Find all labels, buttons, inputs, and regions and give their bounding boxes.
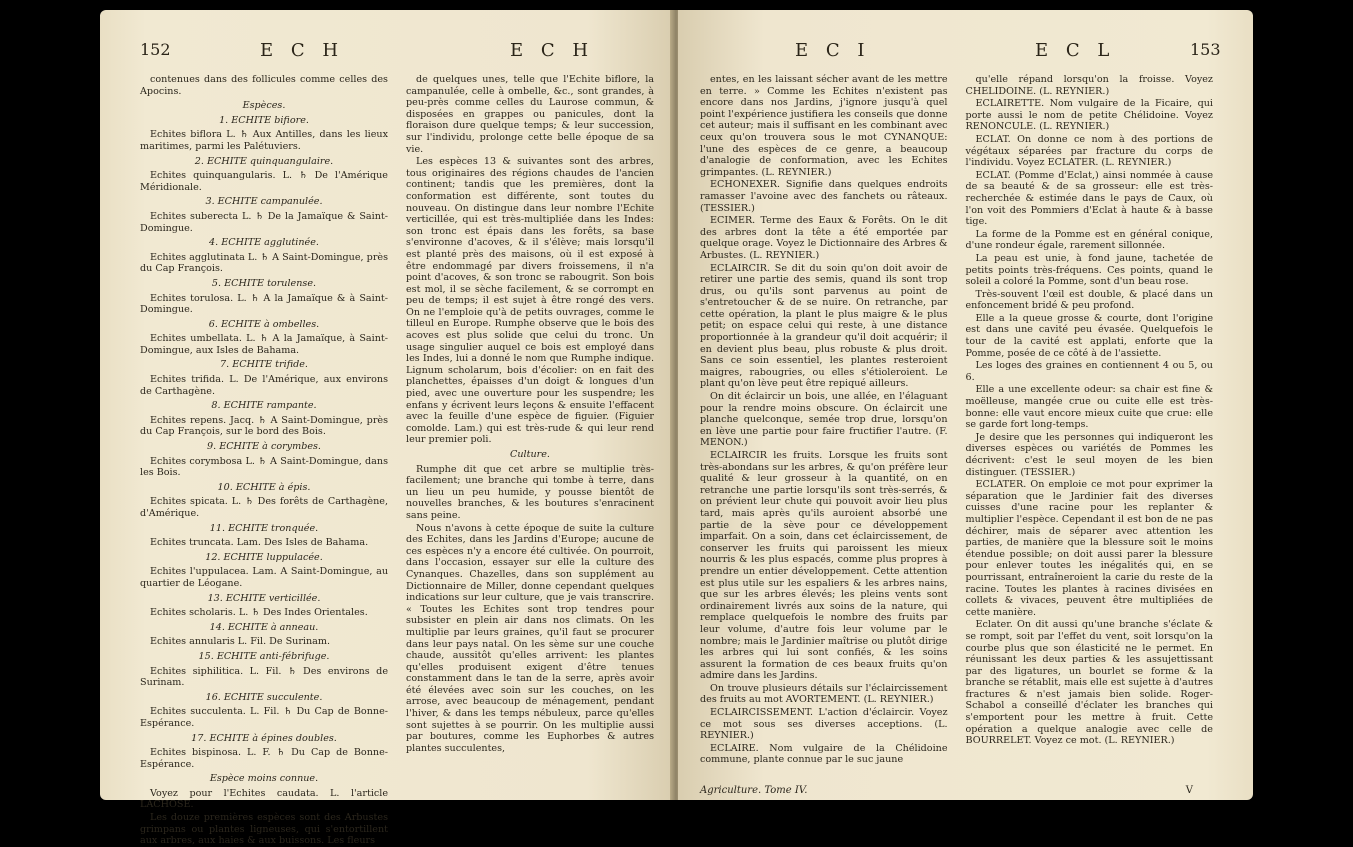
paragraph: Echites scholaris. L. ♄ Des Indes Orientales. [150,607,368,619]
paragraph: Echites l'uppulacea. Lam. A Saint-Domingue, au quartier de Léogane. [140,566,388,589]
paragraph: Les espèces 13 & suivantes sont des arbres, tous originaires des régions chaudes de l'ancien continent; tandis que les premières, dont la conformation est différente, sont toutes du nouveau. On distingue dans leur nombre l'Echite verticillée, qui est très-multipliée dans les Indes: son tronc est épais dans les forêts, sa base s'environne d'acoves, & il s'élève; mais lorsqu'il est planté près des maisons, où il est exposé à être endommagé par divers froissemens, il n'a point d'acoves, & son tronc se rabougrit. Son bois est mol, il se sèche facilement, & se corrompt en peu de temps; il est sujet à être rongé des vers. On ne l'emploie qu'à de petits ouvrages, comme le tilleul en Europe. Rumphe observe que le bois des acoves est plus solide que celui du tronc. Un usage singulier auquel ce bois est employé dans les Indes, lui a donné le nom que Rumphe indique. Lignum scholarum, bois d'écolier: on en fait des planchettes, épaisses d'un doigt & longues d'un pied, avec une ouverture pour les suspendre; les enfans y écrivent leurs leçons & ensuite l'effacent avec la feuille d'une espèce de figuier. (Figuier comolde. Lam.) qui est très-rude & qui leur rend leur premier poli. [406,156,654,446]
paragraph: de quelques unes, telle que l'Echite biflore, la campanulée, celle à ombelle, &c., sont grandes, à peu-près comme celles du Laurose commun, & disposées en grappes ou panicules, dont la floraison dure quelque temps; & leur succession, sur l'individu, prolonge cette belle époque de sa vie. [406,74,654,155]
paragraph: Eclater. On dit aussi qu'une branche s'éclate & se rompt, soit par l'effet du vent, soit lorsqu'on la courbe plus que son élasticité ne le permet. En réunissant les deux parties & les assujettissant par des ligatures, un bourlet se forme & la branche se rétablit, mais elle est sujette à d'autres fractures & n'est jamais bien solide. Roger-Schabol a conseillé d'éclater les branches qui s'emportent pour les mettre à fruit. Cette opération a quelque analogie avec celle de BOURRELET. Voyez ce mot. (L. REYNIER.) [965,619,1213,747]
paragraph: Espèces. [242,100,286,112]
paragraph: 3. ECHITE campanulée. [205,196,323,208]
paragraph: Echites spicata. L. ♄ Des forêts de Carthagène, d'Amérique. [140,496,388,519]
paragraph: 7. ECHITE trifide. [220,359,308,371]
right-page-header [700,40,1221,74]
paragraph: La forme de la Pomme est en général conique, d'une rondeur égale, rarement sillonnée. [965,228,1213,252]
left-column-1 [140,74,388,847]
paragraph: Echites biflora L. ♄ Aux Antilles, dans les lieux maritimes, parmi les Palétuviers. [140,129,388,152]
paragraph: 1. ECHITE bifiore. [219,114,309,126]
paragraph: ECIMER. Terme des Eaux & Forêts. On le dit des arbres dont la tête a été emportée par quelque orage. Voyez le Dictionnaire des Arbres & Arbustes. (L. REYNIER.) [700,215,948,261]
left-page-header [140,40,654,74]
paragraph: ECLAIRETTE. Nom vulgaire de la Ficaire, qui porte aussi le nom de petite Chélidoine. Voyez RENONCULE. (L. REYNIER.) [965,98,1213,133]
paragraph: Echites annularis L. Fil. De Surinam. [150,636,331,648]
paragraph: Echites succulenta. L. Fil. ♄ Du Cap de Bonne-Espérance. [140,706,388,729]
paragraph: 10. ECHITE à épis. [217,481,311,493]
paragraph: Les douze premières espèces sont des Arbustes grimpans ou plantes ligneuses, qui s'entortillent aux arbres, aux haies & aux buissons. Les fleurs [140,812,388,847]
right-header-word-2: E C L [1035,40,1116,61]
right-header-word-1: E C I [795,40,871,61]
paragraph: ECHONEXER. Signifie dans quelques endroits ramasser l'avoine avec des fanchets ou râteaux. (TESSIER.) [700,179,948,214]
paragraph: ECLAIRCIR. Se dit du soin qu'on doit avoir de retirer une partie des semis, quand ils sont trop drus, ou qu'ils sont parvenus au point de s'entretoucher & de se nuire. On retranche, par cette opération, la plant le plus maigre & le plus petit; on espace celui qui reste, à une distance proportionnée à la grandeur qu'il doit acquérir; il en devient plus beau, plus robuste & plus droit. Sans ce soin essentiel, les plantes resteroient maigres, rabougries, ou elles s'étioleroient. Le plant qu'on lève peut être repiqué ailleurs. [700,262,948,390]
paragraph: 12. ECHITE luppulacée. [205,551,323,563]
left-header-word-2: E C H [510,40,595,61]
paragraph: contenues dans des follicules comme celles des Apocins. [140,74,388,97]
left-page-number: 152 [140,40,171,59]
paragraph: Rumphe dit que cet arbre se multiplie très-facilement; une branche qui tombe à terre, dans un lieu un peu humide, y pousse bientôt de nouvelles branches, & les boutures s'enracinent sans peine. [406,463,654,521]
left-page [100,10,674,847]
paragraph: ECLAT. (Pomme d'Eclat,) ainsi nommée à cause de sa beauté & de sa grosseur: elle est très-recherchée & estimée dans le pays de Caux, où l'on voit des Pommiers d'Eclat à haute & à basse tige. [965,169,1213,228]
paragraph: Echites corymbosa L. ♄ A Saint-Domingue, dans les Bois. [140,455,388,479]
paragraph: 8. ECHITE rampante. [211,400,317,412]
paragraph: 11. ECHITE tronquée. [209,522,319,534]
paragraph: Echites torulosa. L. ♄ A la Jamaïque & à Saint-Domingue. [140,292,388,316]
left-column-2 [406,74,654,782]
paragraph: Echites repens. Jacq. ♄ A Saint-Domingue, près du Cap François, sur le bord des Bois. [140,414,388,438]
paragraph: Nous n'avons à cette époque de suite la culture des Echites, dans les Jardins d'Europe; aucune de ces espèces n'y a encore été cultivée. On pourroit, dans l'occasion, essayer sur elle la culture des Cynanques. Chazelles, dans son supplément au Dictionnaire de Miller, donne cependant quelques indications sur leur culture, que je vais transcrire. « Toutes les Echites sont trop tendres pour subsister en plein air dans nos climats. On les multiplie par leurs graines, qu'il faut se procurer dans leur pays natal. On les sème sur une couche chaude, aussitôt qu'elles arrivent: les plantes qu'elles produisent exigent d'être tenues constamment dans le tan de la serre, après avoir été élevées avec soin sur les couches, on les arrose, avec beaucoup de ménagement, pendant l'hiver, & dans les temps nébuleux, parce qu'elles sont sujettes à se pourrir. On les multiplie aussi par boutures, comme les Euphorbes & autres plantes succulentes, [406,522,654,754]
paragraph: 2. ECHITE quinquangulaire. [194,155,334,167]
paragraph: Les loges des graines en contiennent 4 ou 5, ou 6. [965,360,1213,383]
paragraph: 9. ECHITE à corymbes. [207,441,321,453]
paragraph: 17. ECHITE à épines doubles. [191,732,337,744]
paragraph: La peau est unie, à fond jaune, tachetée de petits points très-fréquens. Ces points, quand le soleil a coloré la Pomme, sont d'un beau rose. [965,252,1213,288]
paragraph: 4. ECHITE agglutinée. [209,237,319,249]
paragraph: qu'elle répand lorsqu'on la froisse. Voyez CHELIDOINE. (L. REYNIER.) [965,74,1213,97]
paragraph: Echites siphilitica. L. Fil. ♄ Des environs de Surinam. [140,665,388,689]
paragraph: 5. ECHITE torulense. [211,277,317,289]
paragraph: Elle a une excellente odeur: sa chair est fine & moëlleuse, mangée crue ou cuite elle est très-bonne: elle vaut encore mieux cuite que crue: elle se garde fort long-temps. [965,384,1213,431]
right-column-1 [700,74,948,782]
paragraph: Elle a la queue grosse & courte, dont l'origine est dans une cavité peu évasée. Quelquefois le tour de la cavité est applati, enforte que la Pomme, posée de ce côté à de l'assiette. [965,312,1213,359]
paragraph: Voyez pour l'Echites caudata. L. l'article LACHOSE. [140,787,388,811]
paragraph: 15. ECHITE anti-fébrifuge. [198,650,330,662]
paragraph: Echites agglutinata L. ♄ A Saint-Domingue, près du Cap François. [140,251,388,275]
paragraph: Echites truncata. Lam. Des Isles de Bahama. [150,537,369,549]
paragraph: 6. ECHITE à ombelles. [208,318,320,330]
paragraph: ECLAIRE. Nom vulgaire de la Chélidoine commune, plante connue par le suc jaune [700,742,948,766]
paragraph: Très-souvent l'œil est double, & placé dans un enfoncement bridé & peu profond. [965,288,1213,312]
paragraph: 16. ECHITE succulente. [205,691,323,703]
paragraph: On trouve plusieurs détails sur l'éclaircissement des fruits au mot AVORTEMENT. (L. REYNIER.) [700,682,948,706]
paragraph: 14. ECHITE à anneau. [209,621,319,633]
paragraph: ECLAT. On donne ce nom à des portions de végétaux séparées par fracture du corps de l'individu. Voyez ECLATER. (L. REYNIER.) [965,133,1213,169]
paragraph: ECLATER. On emploie ce mot pour exprimer la séparation que le Jardinier fait des diverses cuisses d'une racine pour les replanter & multiplier l'espèce. Cependant il est bon de ne pas déchirer, mais de séparer avec attention les parties, de manière que la blessure soit le moins étendue possible; on doit aussi parer la blessure pour enlever toutes les inégalités qui, en se pourrissant, entraîneroient la carie du reste de la racine. Toutes les plantes à racines divisées en collets & vivaces, peuvent être multipliées de cette manière. [965,479,1213,618]
paragraph: Echites suberecta L. ♄ De la Jamaïque & Saint-Domingue. [140,210,388,234]
signature-mark: V [1185,785,1193,796]
paragraph: ECLAIRCIR les fruits. Lorsque les fruits sont très-abondans sur les arbres, & qu'on préfère leur qualité & leur grosseur à la quantité, on en retranche une partie lorsqu'ils sont très-serrés, & on prévient leur chute qui pouvoit avoir lieu plus tard, mais après qu'ils auroient absorbé une partie de la sève pour ce développement imparfait. On a soin, dans cet éclaircissement, de conserver les fruits qui paroissent les mieux nourris & les plus espacés, comme plus propres à prendre un entier développement. Cette attention est plus utile sur les espaliers & les arbres nains, que sur les arbres élevés; les pleins vents sont ordinairement livrés aux soins de la nature, qui remplace quelquefois le nombre des fruits par leur volume, d'autre fois leur volume par le nombre; mais le Jardinier maîtrise ou plutôt dirige les arbres qui lui sont confiés, & les soins assurent la formation de ces beaux fruits qu'on admire dans les Jardins. [700,450,948,682]
open-book [100,10,1253,847]
paragraph: Echites umbellata. L. ♄ A la Jamaïque, à Saint-Domingue, aux Isles de Bahama. [140,333,388,356]
page-footer: Agriculture. Tome IV. [700,785,808,796]
left-header-word-1: E C H [260,40,345,61]
paragraph: On dit éclaircir un bois, une allée, en l'élaguant pour la rendre moins obscure. On éclaircit une planche quelconque, semée trop drue, lorsqu'on en lève une partie pour faire fructifier l'autre. (F. MENON.) [700,391,948,449]
paragraph: Espèce moins connue. [209,773,319,785]
paragraph: 13. ECHITE verticillée. [207,592,321,604]
paragraph: Echites bispinosa. L. F. ♄ Du Cap de Bonne-Espérance. [140,747,388,770]
right-page-number: 153 [1190,40,1221,59]
paragraph: Echites trifida. L. De l'Amérique, aux environs de Carthagène. [140,374,388,397]
paragraph: Je desire que les personnes qui indiqueront les diverses espèces ou variétés de Pommes les décrivent: c'est le seul moyen de les bien distinguer. (TESSIER.) [965,431,1213,478]
right-page [678,10,1253,800]
paragraph: ECLAIRCISSEMENT. L'action d'éclaircir. Voyez ce mot sous ses diverses acceptions. (L. REYNIER.) [700,707,948,742]
right-column-2 [966,74,1214,782]
paragraph: Culture. [510,449,550,460]
paragraph: entes, en les laissant sécher avant de les mettre en terre. » Comme les Echites n'existent pas encore dans nos Jardins, j'ignore jusqu'à quel point l'expérience justifiera les conseils que donne cet auteur; mais il suffisant en les combinant avec ceux qu'on trouvera sous le mot CYNANQUE: l'une des espèces de ce genre, a beaucoup d'analogie de conformation, avec les Echites grimpantes. (L. REYNIER.) [700,74,948,178]
paragraph: Echites quinquangularis. L. ♄ De l'Amérique Méridionale. [140,170,388,193]
